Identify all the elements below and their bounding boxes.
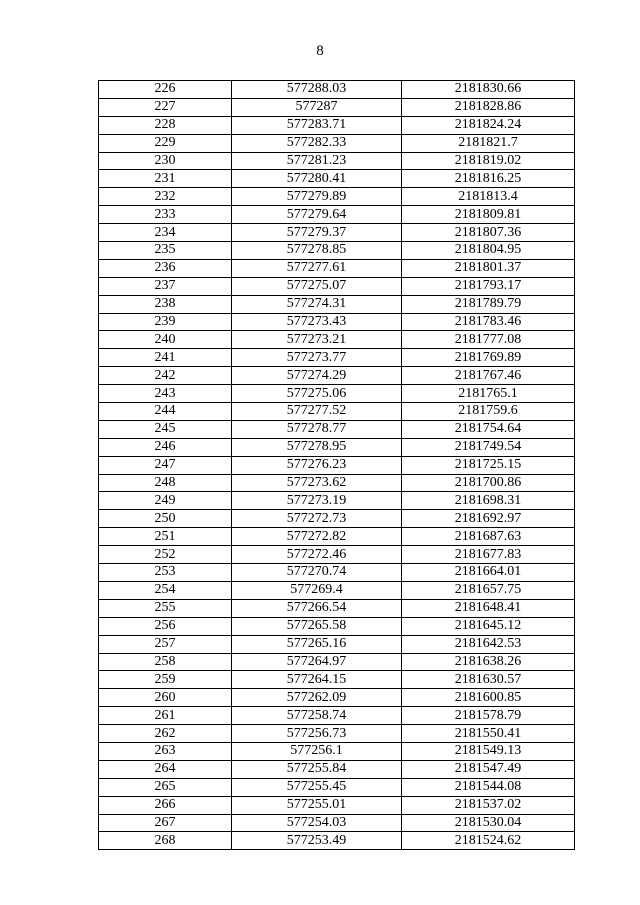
y-coordinate-cell: 2181549.13	[402, 742, 575, 760]
page-number: 8	[316, 43, 324, 59]
y-coordinate-cell: 2181530.04	[402, 814, 575, 832]
table-row	[99, 295, 575, 313]
y-coordinate-cell: 2181642.53	[402, 635, 575, 653]
point-number-cell: 247	[99, 456, 232, 474]
y-coordinate-cell: 2181600.85	[402, 689, 575, 707]
table-row	[99, 510, 575, 528]
x-coordinate-cell: 577272.46	[232, 546, 402, 564]
y-coordinate-cell: 2181783.46	[402, 313, 575, 331]
table-row	[99, 331, 575, 349]
y-coordinate-cell: 2181550.41	[402, 725, 575, 743]
y-coordinate-cell: 2181578.79	[402, 707, 575, 725]
table-row	[99, 742, 575, 760]
point-number-cell: 260	[99, 689, 232, 707]
point-number-cell: 263	[99, 742, 232, 760]
y-coordinate-cell: 2181807.36	[402, 224, 575, 242]
point-number-cell: 227	[99, 98, 232, 116]
y-coordinate-cell: 2181524.62	[402, 832, 575, 850]
x-coordinate-cell: 577279.89	[232, 188, 402, 206]
x-coordinate-cell: 577279.37	[232, 224, 402, 242]
y-coordinate-cell: 2181813.4	[402, 188, 575, 206]
point-number-cell: 250	[99, 510, 232, 528]
point-number-cell: 237	[99, 277, 232, 295]
table-row	[99, 385, 575, 403]
table-row	[99, 778, 575, 796]
y-coordinate-cell: 2181648.41	[402, 599, 575, 617]
x-coordinate-cell: 577280.41	[232, 170, 402, 188]
x-coordinate-cell: 577277.52	[232, 403, 402, 421]
x-coordinate-cell: 577264.15	[232, 671, 402, 689]
table-row	[99, 653, 575, 671]
table-row	[99, 420, 575, 438]
x-coordinate-cell: 577281.23	[232, 152, 402, 170]
point-number-cell: 267	[99, 814, 232, 832]
table-row	[99, 170, 575, 188]
x-coordinate-cell: 577258.74	[232, 707, 402, 725]
x-coordinate-cell: 577288.03	[232, 81, 402, 99]
x-coordinate-cell: 577265.58	[232, 617, 402, 635]
y-coordinate-cell: 2181638.26	[402, 653, 575, 671]
y-coordinate-cell: 2181769.89	[402, 349, 575, 367]
x-coordinate-cell: 577283.71	[232, 116, 402, 134]
x-coordinate-cell: 577255.01	[232, 796, 402, 814]
point-number-cell: 258	[99, 653, 232, 671]
table-row	[99, 152, 575, 170]
table-row	[99, 760, 575, 778]
y-coordinate-cell: 2181754.64	[402, 420, 575, 438]
y-coordinate-cell: 2181828.86	[402, 98, 575, 116]
table-row	[99, 689, 575, 707]
point-number-cell: 238	[99, 295, 232, 313]
x-coordinate-cell: 577273.62	[232, 474, 402, 492]
point-number-cell: 239	[99, 313, 232, 331]
x-coordinate-cell: 577270.74	[232, 564, 402, 582]
table-row	[99, 599, 575, 617]
x-coordinate-cell: 577256.73	[232, 725, 402, 743]
table-row	[99, 528, 575, 546]
point-number-cell: 256	[99, 617, 232, 635]
table-row	[99, 438, 575, 456]
point-number-cell: 230	[99, 152, 232, 170]
x-coordinate-cell: 577275.06	[232, 385, 402, 403]
x-coordinate-cell: 577277.61	[232, 259, 402, 277]
table-row	[99, 474, 575, 492]
table-row	[99, 832, 575, 850]
x-coordinate-cell: 577278.77	[232, 420, 402, 438]
y-coordinate-cell: 2181830.66	[402, 81, 575, 99]
x-coordinate-cell: 577276.23	[232, 456, 402, 474]
table-row	[99, 313, 575, 331]
point-number-cell: 257	[99, 635, 232, 653]
point-number-cell: 248	[99, 474, 232, 492]
x-coordinate-cell: 577266.54	[232, 599, 402, 617]
y-coordinate-cell: 2181547.49	[402, 760, 575, 778]
table-row	[99, 81, 575, 99]
x-coordinate-cell: 577273.21	[232, 331, 402, 349]
y-coordinate-cell: 2181809.81	[402, 206, 575, 224]
point-number-cell: 253	[99, 564, 232, 582]
x-coordinate-cell: 577287	[232, 98, 402, 116]
point-number-cell: 255	[99, 599, 232, 617]
x-coordinate-cell: 577274.31	[232, 295, 402, 313]
y-coordinate-cell: 2181537.02	[402, 796, 575, 814]
coordinates-table-body	[99, 81, 575, 850]
point-number-cell: 261	[99, 707, 232, 725]
x-coordinate-cell: 577274.29	[232, 367, 402, 385]
x-coordinate-cell: 577262.09	[232, 689, 402, 707]
point-number-cell: 232	[99, 188, 232, 206]
x-coordinate-cell: 577282.33	[232, 134, 402, 152]
point-number-cell: 233	[99, 206, 232, 224]
y-coordinate-cell: 2181816.25	[402, 170, 575, 188]
table-row	[99, 725, 575, 743]
x-coordinate-cell: 577278.95	[232, 438, 402, 456]
table-row	[99, 349, 575, 367]
y-coordinate-cell: 2181700.86	[402, 474, 575, 492]
table-row	[99, 116, 575, 134]
y-coordinate-cell: 2181645.12	[402, 617, 575, 635]
y-coordinate-cell: 2181664.01	[402, 564, 575, 582]
x-coordinate-cell: 577278.85	[232, 242, 402, 260]
table-row	[99, 188, 575, 206]
y-coordinate-cell: 2181759.6	[402, 403, 575, 421]
y-coordinate-cell: 2181725.15	[402, 456, 575, 474]
table-row	[99, 224, 575, 242]
table-row	[99, 617, 575, 635]
table-row	[99, 671, 575, 689]
x-coordinate-cell: 577279.64	[232, 206, 402, 224]
x-coordinate-cell: 577273.19	[232, 492, 402, 510]
table-row	[99, 492, 575, 510]
table-row	[99, 98, 575, 116]
point-number-cell: 229	[99, 134, 232, 152]
table-row	[99, 456, 575, 474]
point-number-cell: 244	[99, 403, 232, 421]
y-coordinate-cell: 2181804.95	[402, 242, 575, 260]
y-coordinate-cell: 2181777.08	[402, 331, 575, 349]
x-coordinate-cell: 577256.1	[232, 742, 402, 760]
coordinates-table	[98, 80, 575, 850]
y-coordinate-cell: 2181801.37	[402, 259, 575, 277]
table-row	[99, 403, 575, 421]
x-coordinate-cell: 577254.03	[232, 814, 402, 832]
y-coordinate-cell: 2181765.1	[402, 385, 575, 403]
point-number-cell: 251	[99, 528, 232, 546]
point-number-cell: 241	[99, 349, 232, 367]
table-row	[99, 242, 575, 260]
y-coordinate-cell: 2181698.31	[402, 492, 575, 510]
y-coordinate-cell: 2181544.08	[402, 778, 575, 796]
table-row	[99, 581, 575, 599]
y-coordinate-cell: 2181677.83	[402, 546, 575, 564]
point-number-cell: 265	[99, 778, 232, 796]
y-coordinate-cell: 2181821.7	[402, 134, 575, 152]
x-coordinate-cell: 577264.97	[232, 653, 402, 671]
point-number-cell: 266	[99, 796, 232, 814]
y-coordinate-cell: 2181824.24	[402, 116, 575, 134]
point-number-cell: 262	[99, 725, 232, 743]
y-coordinate-cell: 2181630.57	[402, 671, 575, 689]
y-coordinate-cell: 2181687.63	[402, 528, 575, 546]
point-number-cell: 264	[99, 760, 232, 778]
x-coordinate-cell: 577272.73	[232, 510, 402, 528]
point-number-cell: 234	[99, 224, 232, 242]
point-number-cell: 240	[99, 331, 232, 349]
x-coordinate-cell: 577273.77	[232, 349, 402, 367]
point-number-cell: 249	[99, 492, 232, 510]
table-row	[99, 546, 575, 564]
x-coordinate-cell: 577273.43	[232, 313, 402, 331]
table-row	[99, 707, 575, 725]
y-coordinate-cell: 2181657.75	[402, 581, 575, 599]
point-number-cell: 243	[99, 385, 232, 403]
x-coordinate-cell: 577255.45	[232, 778, 402, 796]
table-row	[99, 796, 575, 814]
table-row	[99, 367, 575, 385]
point-number-cell: 231	[99, 170, 232, 188]
y-coordinate-cell: 2181819.02	[402, 152, 575, 170]
point-number-cell: 228	[99, 116, 232, 134]
point-number-cell: 245	[99, 420, 232, 438]
y-coordinate-cell: 2181692.97	[402, 510, 575, 528]
point-number-cell: 246	[99, 438, 232, 456]
point-number-cell: 242	[99, 367, 232, 385]
table-row	[99, 206, 575, 224]
y-coordinate-cell: 2181789.79	[402, 295, 575, 313]
x-coordinate-cell: 577253.49	[232, 832, 402, 850]
point-number-cell: 268	[99, 832, 232, 850]
x-coordinate-cell: 577272.82	[232, 528, 402, 546]
point-number-cell: 236	[99, 259, 232, 277]
y-coordinate-cell: 2181749.54	[402, 438, 575, 456]
table-row	[99, 564, 575, 582]
y-coordinate-cell: 2181767.46	[402, 367, 575, 385]
x-coordinate-cell: 577265.16	[232, 635, 402, 653]
x-coordinate-cell: 577255.84	[232, 760, 402, 778]
point-number-cell: 252	[99, 546, 232, 564]
point-number-cell: 259	[99, 671, 232, 689]
table-row	[99, 635, 575, 653]
point-number-cell: 226	[99, 81, 232, 99]
x-coordinate-cell: 577269.4	[232, 581, 402, 599]
y-coordinate-cell: 2181793.17	[402, 277, 575, 295]
table-row	[99, 259, 575, 277]
table-row	[99, 134, 575, 152]
point-number-cell: 235	[99, 242, 232, 260]
table-row	[99, 814, 575, 832]
table-row	[99, 277, 575, 295]
point-number-cell: 254	[99, 581, 232, 599]
x-coordinate-cell: 577275.07	[232, 277, 402, 295]
